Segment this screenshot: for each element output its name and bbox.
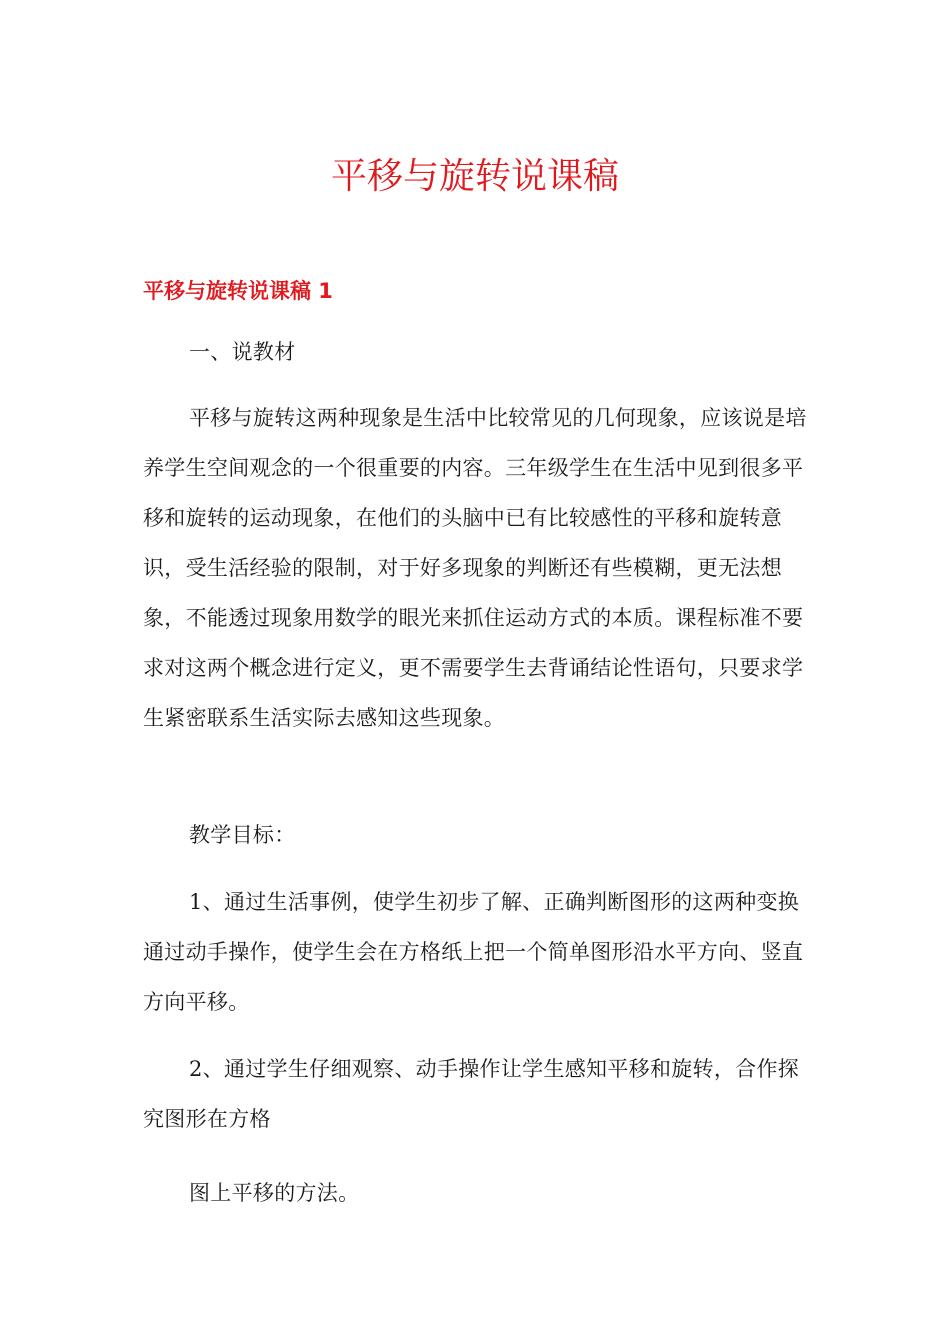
paragraph-goal-2-continued: 图上平移的方法。 [189,1181,360,1205]
paragraph-goal-1: 1、通过生活事例，使学生初步了解、正确判断图形的这两种变换通过动手操作，使学生会在方格纸上把一个简单图形沿水平方向、竖直方向平移。 [143,890,804,1014]
paragraph-goal-2: 2、通过学生仔细观察、动手操作让学生感知平移和旋转，合作探究图形在方格 [143,1057,800,1131]
section-title: 平移与旋转说课稿 1 [143,279,333,303]
document-title: 平移与旋转说课稿 [330,156,619,197]
paragraph-goals-heading: 教学目标： [189,823,296,847]
paragraph-heading: 一、说教材 [189,340,296,364]
paragraph-body: 平移与旋转这两种现象是生活中比较常见的几何现象，应该说是培养学生空间观念的一个很重要的内容。三年级学生在生活中见到很多平移和旋转的运动现象，在他们的头脑中已有比较感性的平移和旋转意识，受生活经验的限制，对于好多现象的判断还有些模糊，更无法想象，不能透过现象用数学的眼光来抓住运动方式的本质。课程标准不要求对这两个概念进行定义，更不需要学生去背诵结论性语句，只要求学生紧密联系生活实际去感知这些现象。 [143,406,807,730]
